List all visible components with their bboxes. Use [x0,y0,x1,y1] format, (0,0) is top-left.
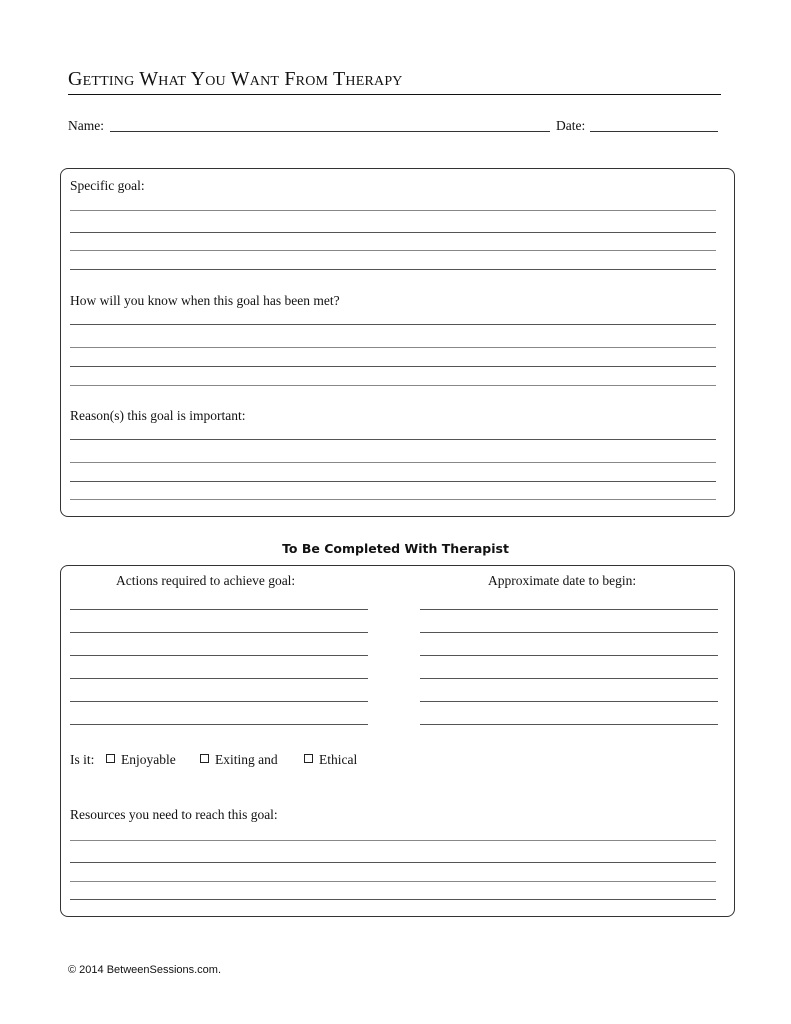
specific-goal-line[interactable] [70,269,716,270]
specific-goal-line[interactable] [70,232,716,233]
reasons-line[interactable] [70,439,716,440]
date-label: Date: [556,118,586,133]
resources-line[interactable] [70,862,716,863]
action-line[interactable] [70,655,368,656]
resources-label: Resources you need to reach this goal: [70,807,278,822]
date-begin-label: Approximate date to begin: [488,573,637,588]
resources-line[interactable] [70,881,716,882]
checkbox-exiting[interactable] [200,752,278,768]
action-line[interactable] [70,632,368,633]
reasons-label: Reason(s) this goal is important: [70,408,246,423]
goal-met-line[interactable] [70,366,716,367]
checkbox-enjoyable[interactable] [106,752,176,768]
resources-line[interactable] [70,840,716,841]
option-label: Ethical [319,752,358,767]
is-it-label: Is it: [70,752,95,767]
action-line[interactable] [70,701,368,702]
name-field[interactable] [110,117,550,132]
specific-goal-line[interactable] [70,250,716,251]
reasons-line[interactable] [70,481,716,482]
goal-met-line[interactable] [70,385,716,386]
date-begin-line[interactable] [420,609,718,610]
date-begin-line[interactable] [420,724,718,725]
resources-line[interactable] [70,899,716,900]
checkbox-square-icon [106,754,115,763]
page-title: Getting What You Want From Therapy [68,66,721,95]
specific-goal-label: Specific goal: [70,178,145,193]
action-line[interactable] [70,678,368,679]
copyright: © 2014 BetweenSessions.com. [68,964,222,976]
date-field[interactable] [590,117,718,132]
date-begin-line[interactable] [420,632,718,633]
option-label: Exiting and [215,752,278,767]
checkbox-ethical[interactable] [304,752,357,768]
name-label: Name: [68,118,104,133]
action-line[interactable] [70,724,368,725]
reasons-line[interactable] [70,499,716,500]
therapist-box [60,565,735,917]
checkbox-square-icon [200,754,209,763]
therapist-section-heading: To Be Completed With Therapist [282,541,509,556]
date-begin-line[interactable] [420,655,718,656]
reasons-line[interactable] [70,462,716,463]
option-label: Enjoyable [121,752,176,767]
date-begin-line[interactable] [420,701,718,702]
goal-met-label: How will you know when this goal has been met? [70,293,340,308]
action-line[interactable] [70,609,368,610]
goal-met-line[interactable] [70,324,716,325]
specific-goal-line[interactable] [70,210,716,211]
goal-met-line[interactable] [70,347,716,348]
goal-box [60,168,735,517]
actions-label: Actions required to achieve goal: [116,573,296,588]
date-begin-line[interactable] [420,678,718,679]
checkbox-square-icon [304,754,313,763]
